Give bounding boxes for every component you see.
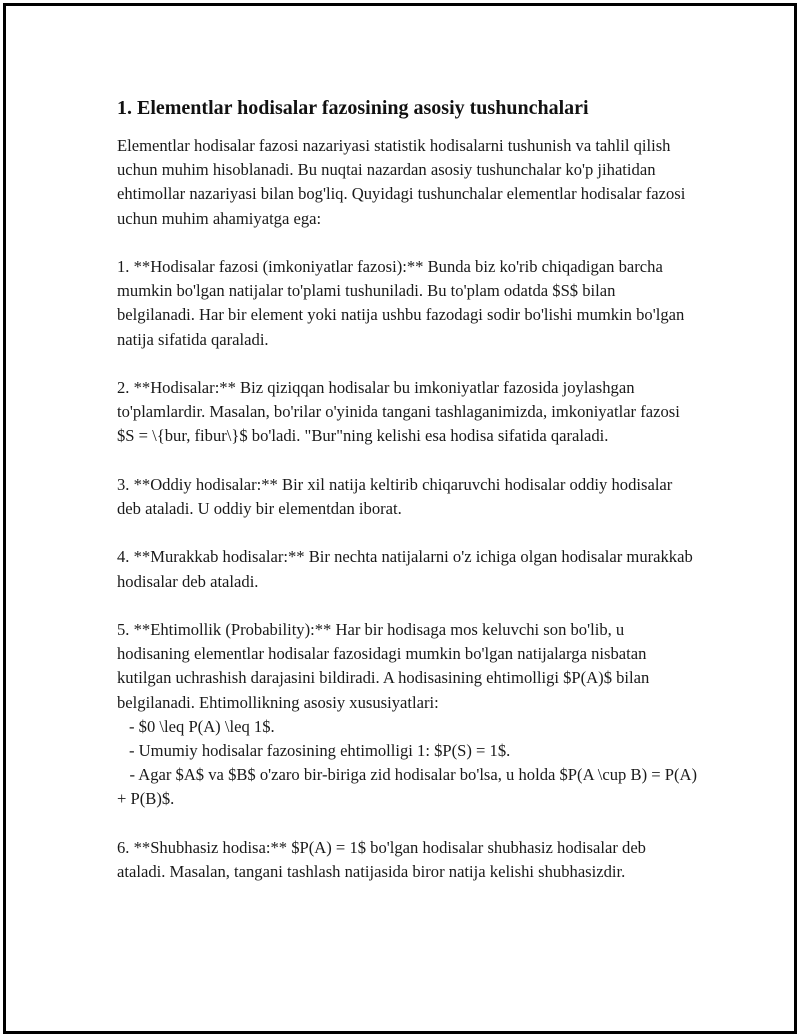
item-shubhasiz-hodisa: 6. **Shubhasiz hodisa:** $P(A) = 1$ bo'lgan hodisalar shubhasiz hodisalar deb ataladi. Masalan, tangani tashlash natijasida biror natija kelishi shubhasizdir. xyxy=(117,837,646,881)
intro-paragraph: Elementlar hodisalar fazosi nazariyasi statistik hodisalarni tushunish va tahlil qilish uchun muhim hisoblanadi. Bu nuqtai nazardan asosiy tushunchalar ko'p jihatidan ehtimollar nazariyasi bilan bog'liq. Quyidagi tushunchalar elementlar hodisalar fazosi uchun muhim ahamiyatga ega: xyxy=(117,136,686,228)
item-oddiy-hodisalar: 3. **Oddiy hodisalar:** Bir xil natija keltirib chiqaruvchi hodisalar oddiy hodisalar deb ataladi. U oddiy bir elementdan iborat. xyxy=(117,474,673,518)
item-murakkab-hodisalar: 4. **Murakkab hodisalar:** Bir nechta natijalarni o'z ichiga olgan hodisalar murakkab hodisalar deb ataladi. xyxy=(117,547,693,591)
property-bullet-disjoint xyxy=(117,763,697,811)
property-bullet-disjoint-text: - Agar $A$ va $B$ o'zaro bir-biriga zid hodisalar bo'lsa, u holda $P(A \cup B) = P(A) + P(B)$. xyxy=(117,765,698,809)
document-body xyxy=(117,96,697,908)
item-ehtimollik xyxy=(117,618,697,812)
property-bullet-range: - $0 \leq P(A) \leq 1$. xyxy=(129,716,275,736)
section-heading: 1. Elementlar hodisalar fazosining asosiy tushunchalari xyxy=(117,97,589,119)
item-hodisalar-fazosi: 1. **Hodisalar fazosi (imkoniyatlar fazosi):** Bunda biz ko'rib chiqadigan barcha mumkin bo'lgan natijalar to'plami tushuniladi. Bu to'plam odatda $S$ bilan belgilanadi. Har bir element yoki natija ushbu fazodagi sodir bo'lishi mumkin bo'lgan natija sifatida qaraladi. xyxy=(117,257,685,349)
item-ehtimollik-text: 5. **Ehtimollik (Probability):** Har bir hodisaga mos keluvchi son bo'lib, u hodisaning elementlar hodisalar fazosidagi mumkin bo'lgan natijalarga nisbatan kutilgan uchrashish darajasini bildiradi. A hodisasining ehtimolligi $P(A)$ bilan belgilanadi. Ehtimollikning asosiy xususiyatlari: xyxy=(117,619,650,712)
item-hodisalar: 2. **Hodisalar:** Biz qiziqqan hodisalar bu imkoniyatlar fazosida joylashgan to'plamlardir. Masalan, bo'rilar o'yinida tangani tashlaganimizda, imkoniyatlar fazosi $S = \{bur, fibur\}$ bo'ladi. "Bur"ning kelishi esa hodisa sifatida qaraladi. xyxy=(117,378,680,446)
property-bullet-total: - Umumiy hodisalar fazosining ehtimolligi 1: $P(S) = 1$. xyxy=(129,741,511,760)
